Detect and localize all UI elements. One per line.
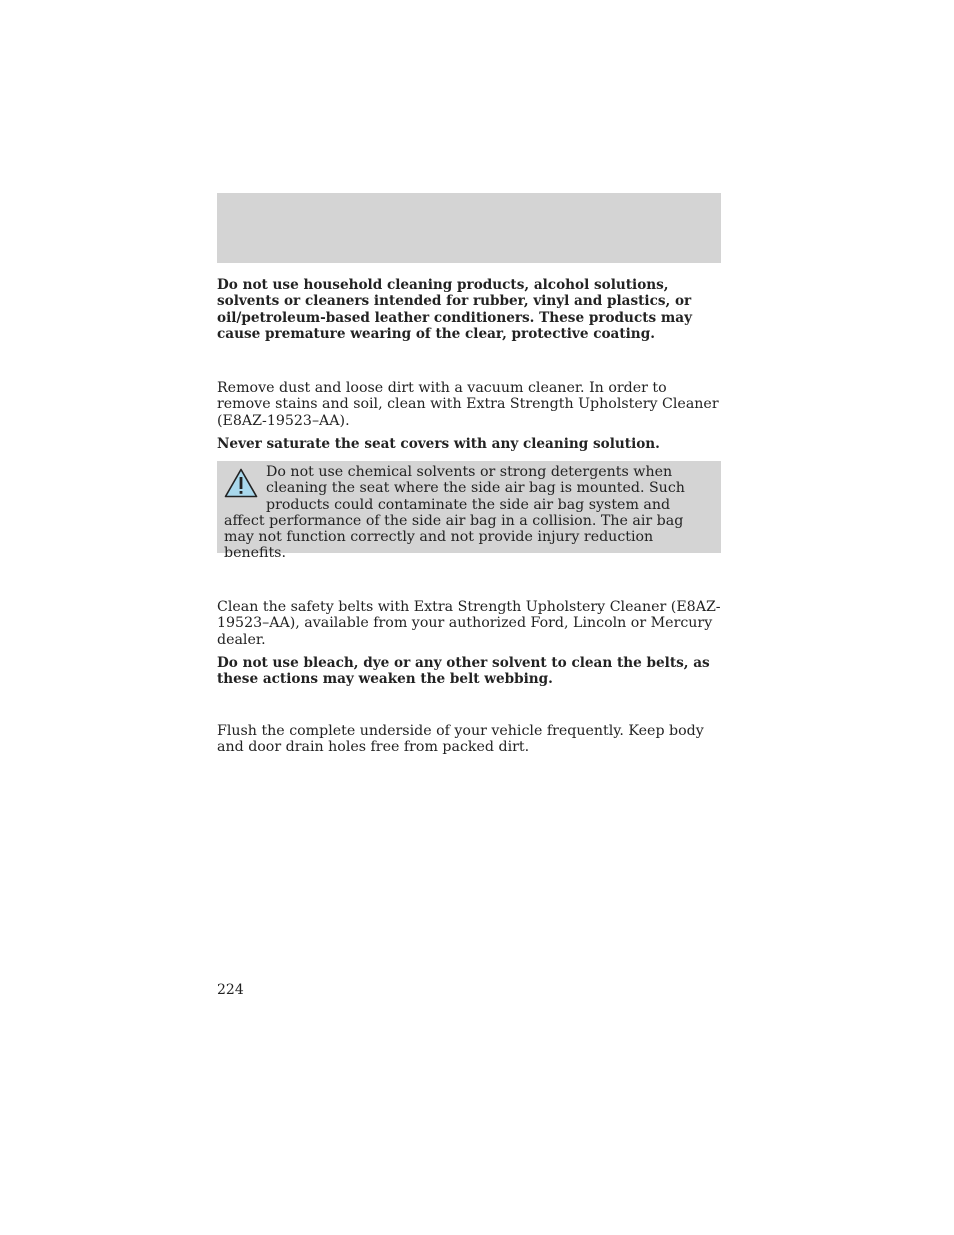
leather-warning-text: Do not use household cleaning products, alcohol solutions, solvents or cleaners intended for rubber, vinyl and plastics, or oil/petroleum-based leather conditioners. These products may cause premature wearing of the clear, protective coating. [217, 277, 692, 342]
safety-belts-section [217, 599, 721, 687]
belts-intro-text: Clean the safety belts with Extra Strength Upholstery Cleaner (E8AZ-19523–AA), available from your authorized Ford, Lincoln or Mercury dealer. [217, 599, 721, 648]
underbody-section [217, 723, 721, 756]
seats-intro-text: Remove dust and loose dirt with a vacuum cleaner. In order to remove stains and soil, clean with Extra Strength Upholstery Cleaner (E8AZ-19523–AA). [217, 380, 719, 429]
seats-section [217, 380, 721, 452]
belts-caution-text: Do not use bleach, dye or any other solvent to clean the belts, as these actions may weaken the belt webbing. [217, 654, 710, 688]
airbag-warning-text: Do not use chemical solvents or strong detergents when cleaning the seat where the side air bag is mounted. Such products could contaminate the side air bag system and affect performance of the side air bag in a collision. The air bag may not function correctly and not provide injury reduction benefits. [224, 464, 685, 562]
underbody-text: Flush the complete underside of your vehicle frequently. Keep body and door drain holes free from packed dirt. [217, 723, 704, 756]
warning-triangle-icon [224, 468, 258, 498]
page-number: 224 [217, 982, 244, 998]
seats-caution-text: Never saturate the seat covers with any cleaning solution. [217, 435, 660, 452]
chapter-header-band [217, 193, 721, 263]
airbag-warning-box [217, 461, 721, 562]
leather-warning-section [217, 277, 721, 342]
